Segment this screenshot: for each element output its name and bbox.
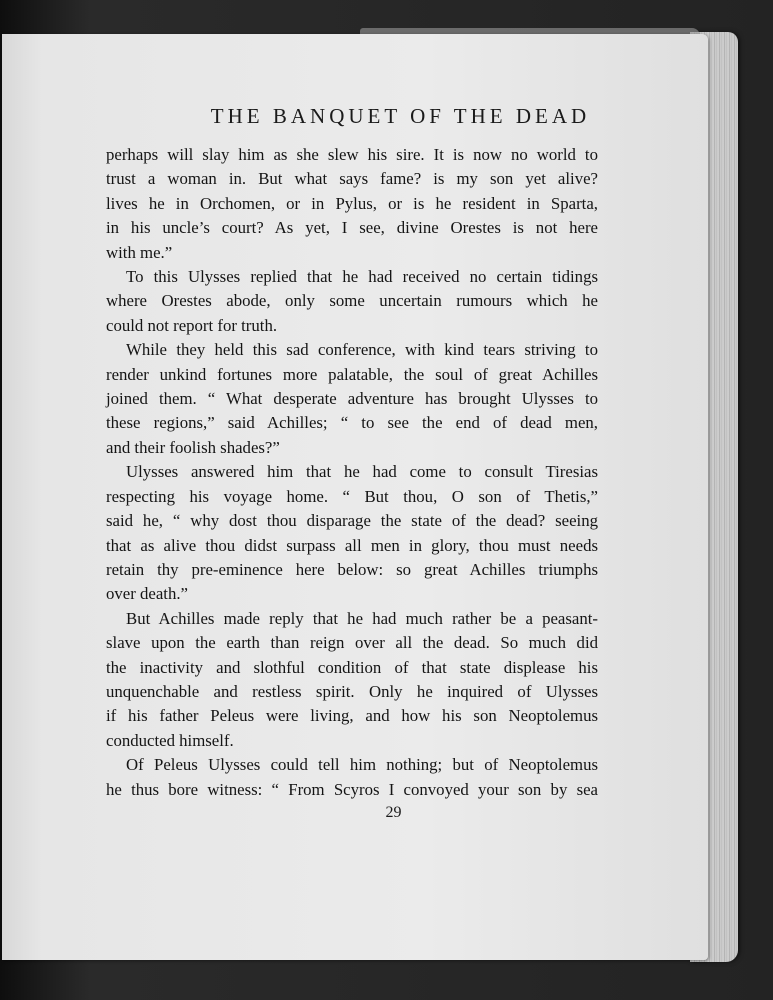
text-line: joined them. “ What desperate adventure has brought Ulysses to: [106, 389, 598, 409]
text-line: where Orestes abode, only some uncertain rumours which he: [106, 291, 598, 311]
text-line: retain thy pre-eminence here below: so great Achilles triumphs: [106, 559, 598, 579]
text-line: could not report for truth.: [106, 315, 278, 335]
paragraph: [106, 143, 598, 265]
text-line: But Achilles made reply that he had much rather be a peasant-: [126, 608, 598, 628]
paragraph: [106, 338, 598, 460]
running-head: THE BANQUET OF THE DEAD: [210, 104, 591, 128]
text-line: and their foolish shades?”: [106, 437, 280, 457]
text-line: said he, “ why dost thou disparage the state of the dead? seeing: [106, 511, 598, 531]
text-line: To this Ulysses replied that he had received no certain tidings: [126, 267, 598, 287]
text-line: he thus bore witness: “ From Scyros I convoyed your son by sea: [106, 779, 598, 799]
text-line: these regions,” said Achilles; “ to see the end of dead men,: [106, 413, 598, 433]
text-line: slave upon the earth than reign over all the dead. So much did: [106, 633, 598, 653]
paragraph: [106, 753, 598, 802]
paragraph: [106, 265, 598, 338]
page-number: 29: [385, 804, 402, 821]
paragraph: [106, 460, 598, 606]
text-line: the inactivity and slothful condition of that state displease his: [106, 657, 598, 677]
text-line: respecting his voyage home. “ But thou, O son of Thetis,”: [106, 486, 598, 506]
text-line: perhaps will slay him as she slew his sire. It is now no world to: [106, 145, 598, 164]
body-text: [106, 143, 598, 802]
text-line: in his uncle’s court? As yet, I see, divine Orestes is not here: [106, 218, 598, 238]
text-line: if his father Peleus were living, and how his son Neoptolemus: [106, 706, 598, 726]
text-line: that as alive thou didst surpass all men in glory, thou must needs: [106, 535, 598, 555]
text-line: over death.”: [106, 584, 188, 604]
text-line: render unkind fortunes more palatable, the soul of great Achilles: [106, 364, 598, 384]
text-line: conducted himself.: [106, 730, 234, 750]
text-line: trust a woman in. But what says fame? is my son yet alive?: [106, 169, 598, 189]
text-line: lives he in Orchomen, or in Pylus, or is he resident in Sparta,: [106, 193, 598, 213]
paragraph: [106, 607, 598, 753]
text-line: Of Peleus Ulysses could tell him nothing; but of Neoptolemus: [126, 755, 598, 775]
text-line: with me.”: [106, 242, 173, 262]
text-line: While they held this sad conference, with kind tears striving to: [126, 340, 598, 360]
text-line: Ulysses answered him that he had come to consult Tiresias: [126, 462, 598, 482]
text-line: unquenchable and restless spirit. Only he inquired of Ulysses: [106, 681, 598, 701]
